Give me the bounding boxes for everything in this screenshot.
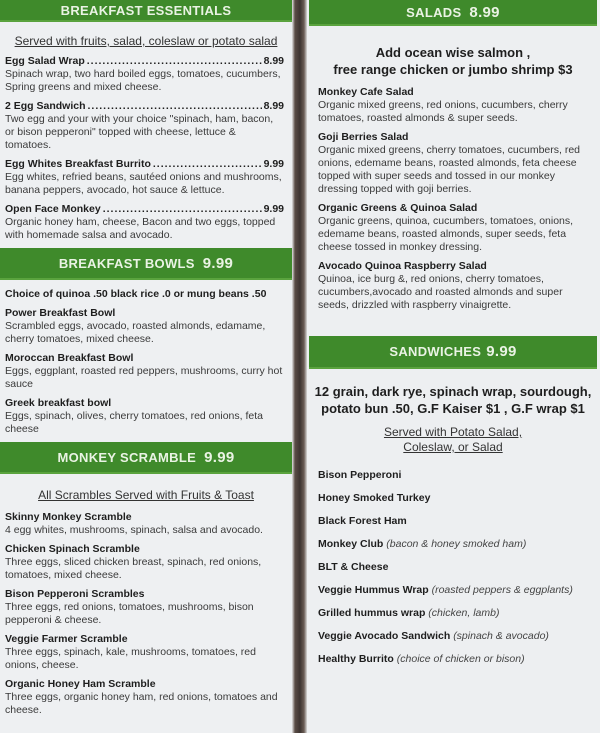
sandwich-item [318,630,589,643]
item-name: Power Breakfast Bowl [5,307,116,319]
sandwich-item [318,469,589,482]
item-name: Organic Greens & Quinoa Salad [318,202,478,214]
salads-banner [309,0,597,26]
item-name: Moroccan Breakfast Bowl [5,352,134,364]
item-description: Eggs, spinach, olives, cherry tomatoes, red onions, feta cheese [5,410,263,435]
sandwiches-list [309,469,597,666]
item-name-row [318,86,589,99]
addon-line-2: free range chicken or jumbo shrimp $3 [333,62,573,77]
sandwich-item [318,653,589,666]
item-name: Egg Salad Wrap [5,55,85,67]
menu-item [5,511,284,537]
bread-line-2: potato bun .50, G.F Kaiser $1 , G.F wrap $1 [321,401,585,416]
item-price: 8.99 [263,100,284,112]
item-name-row [5,678,284,691]
sandwich-item [318,515,589,528]
salads-list [309,86,597,312]
item-name: Chicken Spinach Scramble [5,543,140,555]
item-description: Spinach wrap, two hard boiled eggs, tomatoes, cucumbers, Spring greens and mixed cheese. [5,68,281,93]
sandwich-detail: (roasted peppers & eggplants) [431,584,573,596]
item-description: Scrambled eggs, avocado, roasted almonds, edamame, cherry tomatoes, mixed cheese. [5,320,266,345]
item-name-row [5,543,284,556]
menu-item [5,633,284,672]
breakfast-bowls-banner [0,248,292,280]
item-description: Organic mixed greens, red onions, cucumbers, cherry tomatoes, roasted almonds & super seeds. [318,99,568,124]
item-name-row [318,131,589,144]
menu-item [318,86,589,125]
breakfast-essentials-banner [0,0,292,22]
sandwich-name: Black Forest Ham [318,515,407,527]
addon-line-1: Add ocean wise salmon , [375,45,531,60]
item-name: Bison Pepperoni Scrambles [5,588,145,600]
menu-item [5,307,284,346]
item-name: Open Face Monkey [5,203,101,215]
sandwich-detail: (bacon & honey smoked ham) [386,538,527,550]
monkey-scramble-subtitle: All Scrambles Served with Fruits & Toast [38,488,254,502]
menu-item [5,158,284,197]
monkey-scramble-banner [0,442,292,474]
section-price: 9.99 [204,448,235,466]
sandwich-name: Honey Smoked Turkey [318,492,431,504]
sandwich-name: Monkey Club [318,538,384,550]
breakfast-essentials-list [0,55,292,242]
sandwich-name: Healthy Burrito [318,653,394,665]
salads-addon-note [309,44,597,78]
section-title: BREAKFAST ESSENTIALS [60,2,232,18]
item-name: Skinny Monkey Scramble [5,511,132,523]
item-name: Avocado Quinoa Raspberry Salad [318,260,487,272]
sandwich-item [318,492,589,505]
item-name-row [318,260,589,273]
item-name: Organic Honey Ham Scramble [5,678,156,690]
item-price: 9.99 [263,158,284,170]
item-name-row [5,307,284,320]
sandwich-name: BLT & Cheese [318,561,389,573]
sandwich-item [318,561,589,574]
right-menu-column [307,0,600,733]
menu-item [5,678,284,717]
item-description: Eggs, eggplant, roasted red peppers, mushrooms, curry hot sauce [5,365,283,390]
sandwiches-served-with [309,425,597,455]
leader-dots [87,55,262,68]
sandwich-name: Veggie Hummus Wrap [318,584,429,596]
sandwiches-banner [309,336,597,369]
sandwich-name: Veggie Avocado Sandwich [318,630,451,642]
item-name-row [5,511,284,524]
section-title: MONKEY SCRAMBLE [57,449,197,465]
menu-item [5,100,284,152]
breakfast-bowls-list [0,288,292,436]
sandwich-name: Bison Pepperoni [318,469,402,481]
item-price: 9.99 [263,203,284,215]
section-title: SANDWICHES [389,344,482,359]
menu-item [5,55,284,94]
menu-item [5,203,284,242]
leader-dots [103,203,262,216]
item-description: Organic mixed greens, cherry tomatoes, cucumbers, red onions, edemame beans, roasted almonds, feta cheese topped with super seeds and tossed in our monkey dressing topped with goji berries. [318,144,581,195]
item-description: Three eggs, organic honey ham, red onions, tomatoes and cheese. [5,691,278,716]
menu-item [5,397,284,436]
served-line-1: Served with Potato Salad, [383,425,523,439]
section-title: SALADS [406,4,462,20]
item-name-row [5,397,284,410]
section-price: 8.99 [469,3,500,21]
item-description: Three eggs, sliced chicken breast, spinach, red onions, tomatoes, mixed cheese. [5,556,262,581]
bread-line-1: 12 grain, dark rye, spinach wrap, sourdough, [314,384,592,399]
menu-item [5,543,284,582]
item-name-row [5,158,284,171]
item-description: Three eggs, red onions, tomatoes, mushrooms, bison pepperoni & cheese. [5,601,254,626]
sandwich-item [318,607,589,620]
item-description: Organic honey ham, cheese, Bacon and two eggs, topped with homemade salsa and avocado. [5,216,276,241]
menu-item [318,260,589,312]
breakfast-essentials-subtitle: Served with fruits, salad, coleslaw or potato salad [14,34,278,48]
sandwich-item [318,584,589,597]
item-description: 4 egg whites, mushrooms, spinach, salsa and avocado. [5,524,263,536]
item-name-row [5,352,284,365]
section-title: BREAKFAST BOWLS [58,255,195,271]
item-description: Three eggs, spinach, kale, mushrooms, tomatoes, red onions, cheese. [5,646,256,671]
item-description: Two egg and your with your choice "spinach, ham, bacon, or bison pepperoni" topped with cheese, lettuce & tomatoes. [5,113,274,151]
grain-choice-note: Choice of quinoa .50 black rice .0 or mung beans .50 [5,288,267,300]
sandwich-detail: (spinach & avocado) [453,630,549,642]
item-name: 2 Egg Sandwich [5,100,86,112]
item-name-row [5,203,284,216]
menu-item [318,202,589,254]
left-menu-column [0,0,292,733]
leader-dots [88,100,262,113]
item-name: Egg Whites Breakfast Burrito [5,158,151,170]
bread-options-note [309,383,597,417]
sandwich-name: Grilled hummus wrap [318,607,426,619]
monkey-scramble-list [0,511,292,717]
item-name: Greek breakfast bowl [5,397,112,409]
menu-item [318,131,589,196]
served-line-2: Coleslaw, or Salad [403,440,503,454]
section-price: 9.99 [202,254,234,272]
column-divider [292,0,307,733]
section-price: 9.99 [486,343,517,360]
menu-item [5,352,284,391]
item-name: Goji Berries Salad [318,131,409,143]
sandwich-detail: (chicken, lamb) [428,607,500,619]
item-name-row [5,633,284,646]
item-description: Quinoa, ice burg &, red onions, cherry tomatoes, cucumbers,avocado and roasted almonds and super seeds, drizzled with raspberry vinaigrette. [318,273,563,311]
item-name-row [5,100,284,113]
sandwich-item [318,538,589,551]
item-description: Organic greens, quinoa, cucumbers, tomatoes, onions, edemame beans, roasted almonds, super seeds, feta cheese tossed in monkey dressing. [318,215,574,253]
item-price: 8.99 [263,55,284,67]
item-name: Monkey Cafe Salad [318,86,414,98]
item-name-row [318,202,589,215]
item-name-row [5,588,284,601]
item-name-row [5,55,284,68]
sandwich-detail: (choice of chicken or bison) [396,653,525,665]
item-description: Egg whites, refried beans, sautéed onions and mushrooms, banana peppers, avocado, hot sauce & lettuce. [5,171,282,196]
leader-dots [153,158,262,171]
item-name: Veggie Farmer Scramble [5,633,128,645]
menu-item [5,588,284,627]
